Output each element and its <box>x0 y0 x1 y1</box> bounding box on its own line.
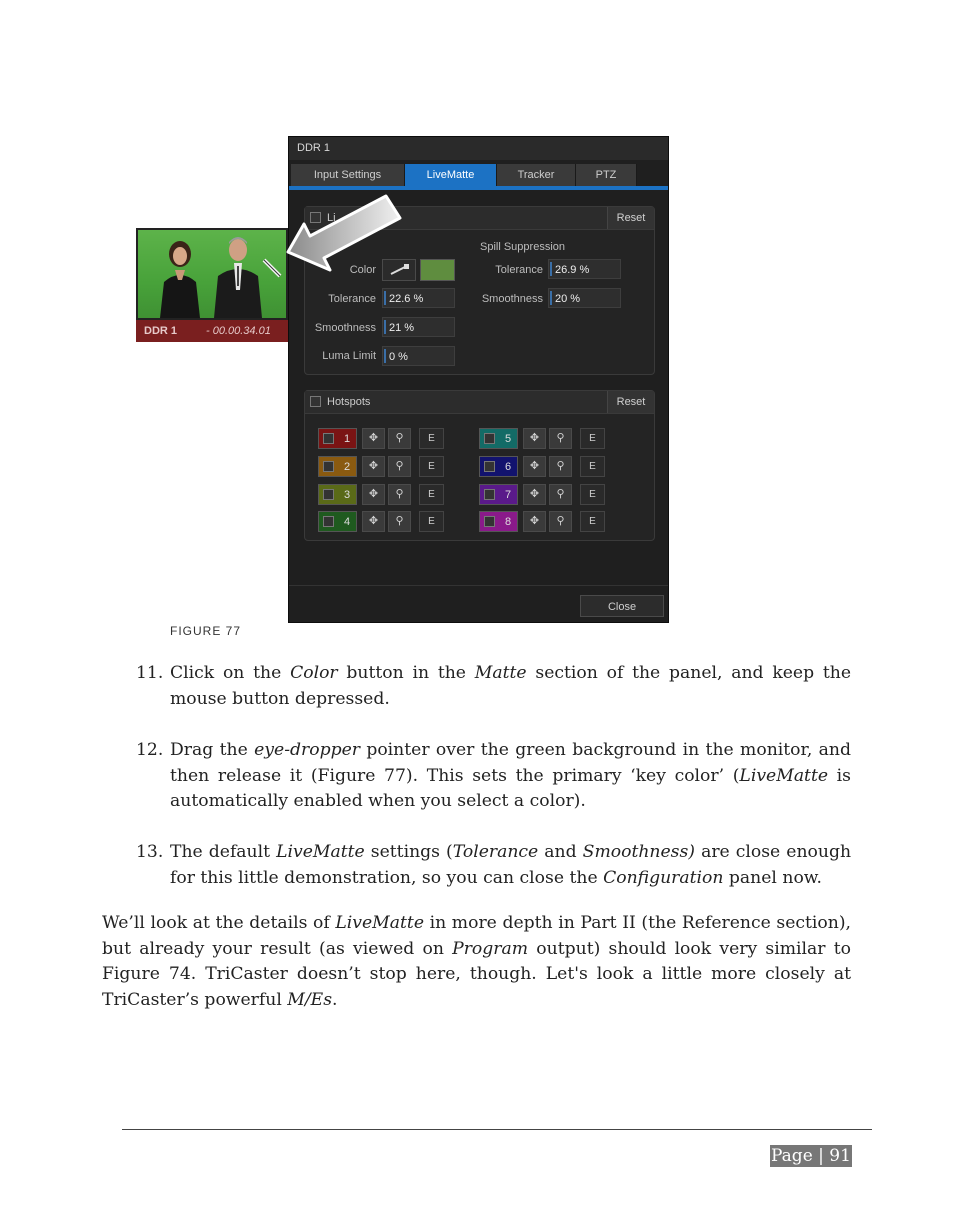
luma-limit-label: Luma Limit <box>322 350 376 362</box>
tab-bar <box>289 164 668 190</box>
hotspot-edit-button[interactable]: E <box>419 456 444 477</box>
step-text: The default LiveMatte settings (Tolerance and Smoothness) are close enough for this little demonstration, so you can close the Configuration panel now. <box>170 842 852 888</box>
step-item <box>136 840 851 891</box>
hotspot-edit-button[interactable]: E <box>580 456 605 477</box>
zoom-icon[interactable]: ⚲ <box>549 484 572 505</box>
hotspot-edit-button[interactable]: E <box>580 511 605 532</box>
close-button[interactable]: Close <box>580 595 664 617</box>
hotspot-checkbox[interactable] <box>484 516 495 527</box>
key-color-swatch[interactable] <box>420 259 455 281</box>
hotspot-edit-button[interactable]: E <box>419 428 444 449</box>
pointer-arrow-graphic <box>268 190 418 280</box>
step-text: Click on the Color button in the Matte section of the panel, and keep the mouse button depressed. <box>170 663 851 709</box>
monitor-preview <box>136 228 288 342</box>
step-number: 11. <box>136 663 164 683</box>
hotspot-checkbox[interactable] <box>484 433 495 444</box>
monitor-source-name: DDR 1 <box>144 325 178 337</box>
monitor-label-bar <box>136 320 288 342</box>
hotspot-checkbox[interactable] <box>323 433 334 444</box>
zoom-icon[interactable]: ⚲ <box>388 484 411 505</box>
hotspot-number: 4 <box>344 516 351 528</box>
hotspot-checkbox[interactable] <box>323 461 334 472</box>
tab-livematte[interactable]: LiveMatte <box>405 164 497 186</box>
closing-paragraph: We’ll look at the details of LiveMatte in more depth in Part II (the Reference section), but already your result (as viewed on Program output) should look very similar to Figure 74. TriCaster doesn’t stop here, though. Let's look a little more closely at TriCaster’s powerful M/Es. <box>102 913 851 1010</box>
spill-smoothness-label: Smoothness <box>481 293 543 305</box>
color-label: Color <box>349 264 376 276</box>
step-item <box>136 738 851 815</box>
hotspot-edit-button[interactable]: E <box>419 484 444 505</box>
livematte-header-label: Li <box>327 212 336 224</box>
zoom-icon[interactable]: ⚲ <box>388 511 411 532</box>
spill-tolerance-label: Tolerance <box>495 264 543 276</box>
hotspots-group-header <box>305 391 654 414</box>
hotspots-header-label: Hotspots <box>327 396 371 408</box>
zoom-icon[interactable]: ⚲ <box>549 428 572 449</box>
hotspot-4-toggle[interactable] <box>318 511 357 532</box>
page-number: Page | 91 <box>771 1146 851 1166</box>
tab-input-settings[interactable]: Input Settings <box>291 164 405 186</box>
luma-limit-field[interactable]: 0 % <box>382 346 455 366</box>
step-number: 12. <box>136 740 164 760</box>
hotspot-edit-button[interactable]: E <box>419 511 444 532</box>
hotspot-number: 7 <box>505 489 512 501</box>
figure-caption: FIGURE 77 <box>170 624 242 638</box>
move-icon[interactable]: ✥ <box>523 456 546 477</box>
hotspot-5-toggle[interactable] <box>479 428 518 449</box>
spill-tolerance-field[interactable]: 26.9 % <box>548 259 621 279</box>
spill-smoothness-field[interactable]: 20 % <box>548 288 621 308</box>
livematte-reset-button[interactable]: Reset <box>607 207 654 229</box>
hotspot-number: 6 <box>505 461 512 473</box>
zoom-icon[interactable]: ⚲ <box>549 456 572 477</box>
hotspot-edit-button[interactable]: E <box>580 484 605 505</box>
step-text: Drag the eye-dropper pointer over the green background in the monitor, and then release it (Figure 77). This sets the primary ‘key color’ (LiveMatte is automatically enabled when you select a color). <box>170 740 852 812</box>
zoom-icon[interactable]: ⚲ <box>388 428 411 449</box>
panel-footer-divider <box>289 585 668 586</box>
hotspot-checkbox[interactable] <box>323 489 334 500</box>
hotspot-7-toggle[interactable] <box>479 484 518 505</box>
hotspots-reset-button[interactable]: Reset <box>607 391 654 413</box>
footer-rule <box>122 1129 872 1130</box>
step-item <box>136 661 851 712</box>
move-icon[interactable]: ✥ <box>362 484 385 505</box>
hotspot-2-toggle[interactable] <box>318 456 357 477</box>
tab-tracker[interactable]: Tracker <box>497 164 576 186</box>
hotspot-number: 1 <box>344 433 351 445</box>
zoom-icon[interactable]: ⚲ <box>388 456 411 477</box>
tolerance-label: Tolerance <box>328 293 376 305</box>
move-icon[interactable]: ✥ <box>523 428 546 449</box>
monitor-timecode: - 00.00.34.01 <box>206 325 271 337</box>
move-icon[interactable]: ✥ <box>523 511 546 532</box>
hotspots-enable-checkbox[interactable] <box>310 396 321 407</box>
hotspot-checkbox[interactable] <box>323 516 334 527</box>
hotspot-edit-button[interactable]: E <box>580 428 605 449</box>
hotspot-number: 2 <box>344 461 351 473</box>
zoom-icon[interactable]: ⚲ <box>549 511 572 532</box>
move-icon[interactable]: ✥ <box>362 511 385 532</box>
spill-suppression-label: Spill Suppression <box>480 241 565 253</box>
move-icon[interactable]: ✥ <box>362 428 385 449</box>
panel-title: DDR 1 <box>289 137 668 160</box>
move-icon[interactable]: ✥ <box>523 484 546 505</box>
tab-ptz[interactable]: PTZ <box>576 164 637 186</box>
presenters-image <box>138 230 286 318</box>
hotspot-number: 3 <box>344 489 351 501</box>
tolerance-field[interactable]: 22.6 % <box>382 288 455 308</box>
hotspot-3-toggle[interactable] <box>318 484 357 505</box>
smoothness-field[interactable]: 21 % <box>382 317 455 337</box>
hotspot-number: 8 <box>505 516 512 528</box>
hotspot-1-toggle[interactable] <box>318 428 357 449</box>
step-number: 13. <box>136 842 164 862</box>
hotspot-6-toggle[interactable] <box>479 456 518 477</box>
hotspot-number: 5 <box>505 433 512 445</box>
hotspot-checkbox[interactable] <box>484 461 495 472</box>
hotspot-8-toggle[interactable] <box>479 511 518 532</box>
hotspot-checkbox[interactable] <box>484 489 495 500</box>
smoothness-label: Smoothness <box>314 322 376 334</box>
monitor-screen[interactable] <box>136 228 288 320</box>
move-icon[interactable]: ✥ <box>362 456 385 477</box>
